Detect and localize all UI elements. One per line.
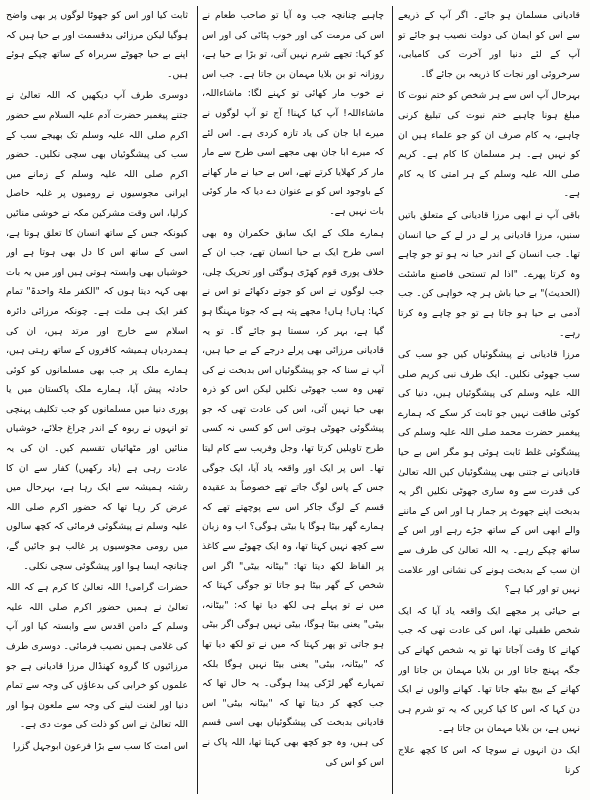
paragraph: مرزا قادیانی نے پیشگوئیاں کیں جو سب کی سب جھوٹی نکلیں۔ ایک طرف نبی کریم صلی اللہ علیہ وسلم کی پیشگوئیاں ہیں، دنیا کی کوئی طاقت نہیں جو ثابت کر سکے کہ ہمارے پیغمبر حضرت محمد صلی اللہ علیہ وسلم کی پیشگوئی غلط ثابت ہوئی ہو مگر اس بے حیا قادیانی نے جتنی بھی پیشگوئیاں کیں اللہ تعالیٰ کی قدرت سے وہ ساری جھوٹی نکلیں اگر یہ بدبخت اپنے جھوٹ پر جمار ہا اور اس کے ماننے والے ابھی اس کے ساتھ جڑے رہے اور اس کے ساتھ چپکے رہے۔ یہ اللہ تعالیٰ کی طرف سے ان سب کے بدبخت ہونے کی نشانی اور علامت نہیں تو اور کیا ہے؟: [398, 349, 580, 596]
paragraph: دوسری طرف آپ دیکھیں کہ اللہ تعالیٰ نے جتنے پیغمبر حضرت آدم علیہ السلام سے حضور اکرم صلی اللہ علیہ وسلم تک بھیجے سب کے سب کی پیشگوئیاں بھی سچی نکلیں۔ حضور اکرم صلی اللہ علیہ وسلم کے زمانے میں ایرانی مجوسیوں نے رومیوں پر غلبہ حاصل کرلیا، اس وقت مشرکین مکہ نے خوشی منائیں کیونکہ جس کے ساتھ انسان کا تعلق ہوتا ہے، اسی کے ساتھ اس کا دل بھی ہوتا ہے اور خوشیاں بھی وابستہ ہوتی ہیں اور میں یہ بات بھی کہہ دیتا ہوں کہ "الکفر ملۃ واحدۃ" تمام کفر ایک ہی ملت ہے۔ چونکہ مرزائی دائرہ اسلام سے خارج اور مرتد ہیں، ان کی ہمدردیاں ہمیشہ کافروں کے ساتھ رہتی ہیں، ہمارے ملک پر جب بھی مسلمانوں کو کوئی حادثہ پیش آیا، ہمارے ملک پاکستان میں یا پوری دنیا میں مسلمانوں کو جب تکلیف پہنچی تو انہوں نے ربوہ کے اندر چراغ جلائے، خوشیاں منائیں اور مٹھائیاں تقسیم کیں۔ ان کی یہ عادت رہی ہے (یاد رکھیں) کفار سے ان کا رشتہ ہمیشہ سے ایک رہا ہے، بہرحال میں عرض کر رہا تھا کہ حضور اکرم صلی اللہ علیہ وسلم نے پیشگوئی فرمائی کہ کچھ سالوں میں رومی مجوسیوں پر غالب ہو جائیں گے، چنانچہ ایسا ہوا اور پیشگوئی سچی نکلی۔: [6, 90, 188, 572]
paragraph: باقی آپ نے ابھی مرزا قادیانی کے متعلق باتیں سنیں، مرزا قادیانی پر لے در لے کے حیا انسان تھا۔ جب انسان کے اندر حیا نہ ہو تو جو چاہے وہ کرتا پھرے۔ "اذا لم تستحی فاصنع ماشئت (الحدیث)" بے حیا باش ہر چہ خواہی کن۔ جب آدمی بے حیا ہو جاتا ہے تو جو چاہے وہ کرتا رہے۔: [398, 209, 580, 339]
paragraph: چاہیے چنانچہ جب وہ آیا تو صاحب طعام نے اس کی مرمت کی اور خوب پٹائی کی اور اس کو کہا: تجھے شرم نہیں آتی، تو بڑا بے حیا ہے، روزانہ تو بن بلایا مہمان بن جاتا ہے۔ جب اس نے خوب مار کھائی تو کہنے لگا: ماشاءاللہ، ماشاءاللہ! آپ کیا کہنا! آج تو آپ لوگوں نے میرے ابا جان کی یاد تازہ کردی ہے۔ اس لئے کہ میرے ابا جان بھی مجھے اسی طرح سے مار مار کر کھلایا کرتے تھے، اس بے حیا نے مار کھانے کے باوجود اس کو بے عنوان دے دیا کہ مار کوئی بات نہیں ہے۔: [202, 10, 384, 217]
paragraph: حضرات گرامی! اللہ تعالیٰ کا کرم ہے کہ اللہ تعالیٰ نے ہمیں حضور اکرم صلی اللہ علیہ وسلم کے دامن اقدس سے وابستہ کیا اور آپ کی غلامی ہمیں نصیب فرمائی۔ دوسری طرف مرزائیوں کا گروہ کھنڈال مرزا قادیانی ہے جو علموں کو خرابی کی بدعاؤں کی وجہ سے تمام دنیا اور لعنت لینے کی وجہ سے ملعون ہوا اور اللہ تعالیٰ نے اس کو ذلت کی موت دی ہے۔: [6, 582, 188, 731]
text-column-left: [6, 6, 188, 794]
column-divider: [197, 6, 198, 794]
paragraph: بہرحال آپ اس سے ہر شخص کو ختم نبوت کا مبلغ ہونا چاہیے ختم نبوت کی تبلیغ کرنی چاہیے، یہ کام صرف ان کو جو علماء ہیں ان کو نہیں ہے۔ ہر مسلمان کا کام ہے۔ کریم صلی اللہ علیہ وسلم کے ہر امتی کا یہ کام ہے۔: [398, 90, 580, 200]
paragraph: ثابت کیا اور اس کو جھوٹا لوگوں پر بھی واضح ہوگیا لیکن مرزائی بدقسمت اور بے حیا ہیں کہ اپنے بے حیا جھوٹے سربراہ کے ساتھ چپکے ہوئے ہیں۔: [6, 10, 188, 80]
column-divider: [392, 6, 393, 794]
text-column-right: [398, 6, 580, 794]
paragraph: بے حیائی پر مجھے ایک واقعہ یاد آیا کہ ایک شخص طفیلی تھا، اس کی عادت تھی کہ جب کھانے کا وقت آجاتا تھا تو یہ شخص کھانے کی جگہ پہنچ جاتا اور بن بلایا مہمان بن جاتا اور کھانے کے بیچ بیٹھ جاتا تھا۔ کھانے والوں نے ایک دن کہا کہ اس کا کیا کریں کہ یہ تو شرم ہی نہیں ہے، بن بلایا مہمان بن جاتا ہے۔: [398, 605, 580, 735]
paragraph: اس امت کا سب سے بڑا فرعون ابوجہل گزرا: [12, 740, 188, 752]
paragraph: ہمارے ملک کے ایک سابق حکمران وہ بھی اسی طرح ایک بے حیا انسان تھے، جب ان کے خلاف پوری قوم کھڑی ہوگئی اور تحریک چلی، جب لوگوں نے اس کو جوتے دکھائے تو اس نے کہا: ہاں! ہاں! مجھے پتہ ہے کہ جوتا مہنگا ہو گیا ہے، بہر کر، سستا ہو جائے گا۔ تو یہ قادیانی مرزائی بھی پرلے درجے کے بے حیا ہیں، آپ نے سنا کہ جو پیشگوئیاں اس بدبخت نے کی تھیں وہ سب جھوٹی نکلیں لیکن اس کو ذرہ بھی حیا نہیں آئی، اس کی عادت تھی کہ جو پیشگوئی جھوٹی ہوتی اس کو کسی نہ کسی طرح تاویلیں کرتا تھا، وجل وفریب سے کام لیتا تھا۔ اس پر ایک اور واقعہ یاد آیا، ایک جوگی جس کے پاس لوگ جاتے تھے خصوصاً بد عقیدہ قسم کے لوگ جاکر اس سے پوچھتے تھے کہ ہمارے گھر بیٹا ہوگا یا بیٹی ہوگی؟ اب وہ زبان سے کچھ نہیں کہتا تھا، وہ ایک چھوٹے سے کاغذ پر الفاظ لکھ دیتا تھا: "بیٹانہ بیٹی" اگر اس شخص کے گھر بیٹا ہو جاتا تو جوگی کہتا کہ میں نے تو پہلے ہی لکھ دیا تھا کہ: "بیٹانہ، بیٹی" یعنی بیٹا ہوگا، بیٹی نہیں ہوگی اگر بیٹی ہو جاتی تو پھر کہتا کہ میں نے تو لکھ دیا تھا کہ "بیٹانہ، بیٹی" یعنی بیٹا نہیں ہوگا بلکہ تمہارے گھر لڑکی پیدا ہوگی۔ یہ حال تھا کہ جب کچھ کر دیتا تھا کہ "بیٹانہ بیٹی" اس قادیانی بدبخت کی پیشگوئیاں بھی اسی قسم کی ہیں، وہ جو کچھ بھی کہتا تھا، اللہ پاک نے اس کو اس کی: [202, 227, 384, 768]
text-column-middle: [202, 6, 384, 794]
paragraph: ایک دن انہوں نے سوچا کہ اس کا کچھ علاج کرنا: [398, 744, 580, 776]
paragraph: قادیانی مسلمان ہو جائے۔ اگر آپ کے ذریعے سے اس کو ایمان کی دولت نصیب ہو جائے تو آپ کے لئے دنیا اور آخرت کی کامیابی، سرخروئی اور نجات کا ذریعہ بن جائے گا۔: [398, 10, 580, 80]
